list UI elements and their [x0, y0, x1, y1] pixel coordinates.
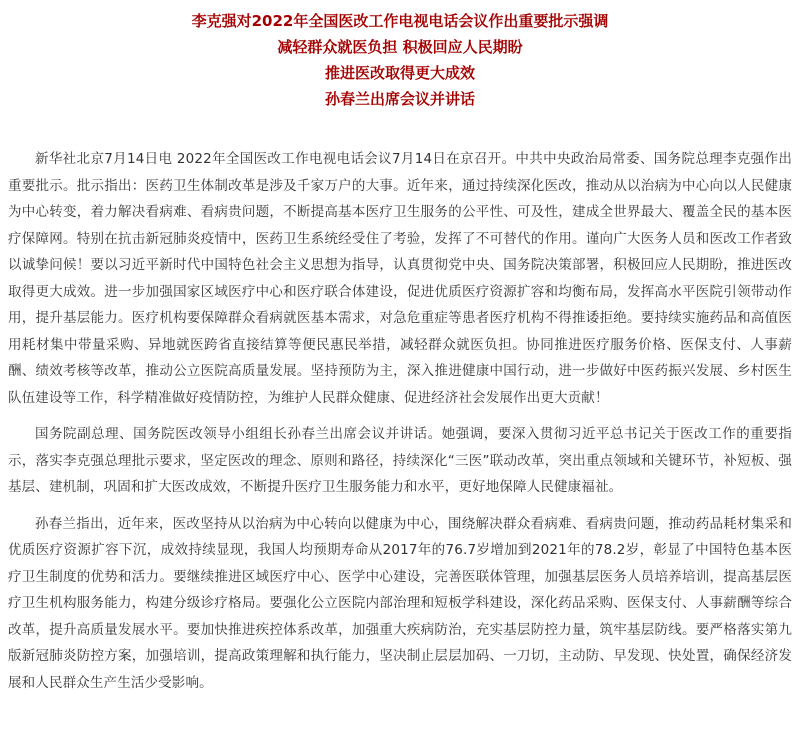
article-body [8, 146, 792, 696]
main-headline: 李克强对2022年全国医改工作电视电话会议作出重要批示强调 [191, 12, 609, 30]
article-paragraph-2: 国务院副总理、国务院医改领导小组组长孙春兰出席会议并讲话。她强调，要深入贯彻习近平总书记关于医改工作的重要指示，落实李克强总理批示要求，坚定医改的理念、原则和路径，持续深化“三医”联动改革，突出重点领域和关键环节，补短板、强基层、建机制，巩固和扩大医改成效，不断提升医疗卫生服务能力和水平，更好地保障人民健康福祉。 [8, 426, 792, 495]
sub-headline-3: 孙春兰出席会议并讲话 [324, 90, 475, 108]
headline-block [8, 0, 792, 112]
article-paragraph-1: 新华社北京7月14日电 2022年全国医改工作电视电话会议7月14日在京召开。中共中央政治局常委、国务院总理李克强作出重要批示。批示指出：医药卫生体制改革是涉及千家万户的大事。近年来，通过持续深化医改，推动从以治病为中心向以人民健康为中心转变，着力解决看病难、看病贵问题，不断提高基本医疗卫生服务的公平性、可及性，建成全世界最大、覆盖全民的基本医疗保障网。特别在抗击新冠肺炎疫情中，医药卫生系统经受住了考验，发挥了不可替代的作用。谨向广大医务人员和医改工作者致以诚挚问候！要以习近平新时代中国特色社会主义思想为指导，认真贯彻党中央、国务院决策部署，积极回应人民期盼，推进医改取得更大成效。进一步加强国家区域医疗中心和医疗联合体建设，促进优质医疗资源扩容和均衡布局，发挥高水平医院引领带动作用，提升基层能力。医疗机构要保障群众看病就医基本需求，对急危重症等患者医疗机构不得推诿拒绝。要持续实施药品和高值医用耗材集中带量采购、异地就医跨省直接结算等便民惠民举措，减轻群众就医负担。协同推进医疗服务价格、医保支付、人事薪酬、绩效考核等改革，推动公立医院高质量发展。坚持预防为主，深入推进健康中国行动，进一步做好中医药振兴发展、乡村医生队伍建设等工作，科学精准做好疫情防控，为维护人民群众健康、促进经济社会发展作出更大贡献！ [8, 151, 792, 406]
article-paragraph-3: 孙春兰指出，近年来，医改坚持从以治病为中心转向以健康为中心，围绕解决群众看病难、看病贵问题，推动药品耗材集采和优质医疗资源扩容下沉，成效持续显现，我国人均预期寿命从2017年的76.7岁增加到2021年的78.2岁，彰显了中国特色基本医疗卫生制度的优势和活力。要继续推进区域医疗中心、医学中心建设，完善医联体管理，加强基层医务人员培养培训，提高基层医疗卫生机构服务能力，构建分级诊疗格局。要强化公立医院内部治理和短板学科建设，深化药品采购、医保支付、人事薪酬等综合改革，提升高质量发展水平。要加快推进疾控体系改革，加强重大疾病防治，充实基层防控力量，筑牢基层防线。要严格落实第九版新冠肺炎防控方案，加强培训，提高政策理解和执行能力，坚决制止层层加码、一刀切，主动防、早发现、快处置，确保经济发展和人民群众生产生活少受影响。 [8, 515, 792, 691]
sub-headline-2: 推进医改取得更大成效 [324, 64, 475, 82]
sub-headline-1: 减轻群众就医负担 积极回应人民期盼 [277, 38, 523, 56]
